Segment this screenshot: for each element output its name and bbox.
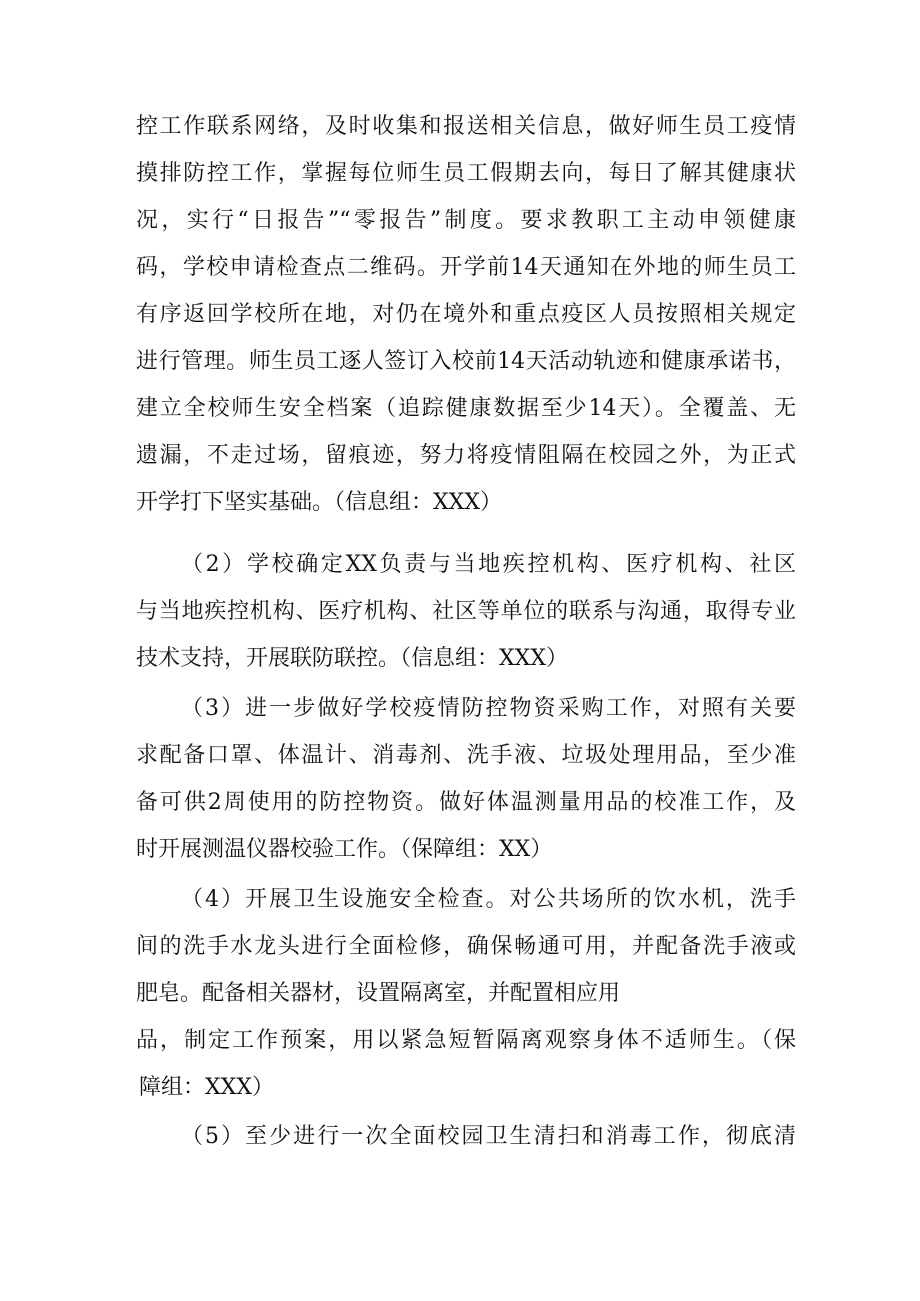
text-line: 间的洗手水龙头进行全面检修，确保畅通可用，并配备洗手液或 [136, 934, 796, 959]
text-line: 遗漏，不走过场，留痕迹，努力将疫情阻隔在校园之外，为正式 [136, 443, 796, 468]
paragraph-start-line: （4）开展卫生设施安全检查。对公共场所的饮水机，洗手 [181, 887, 796, 912]
text-line: 备可供2周使用的防控物资。做好体温测量用品的校准工作，及 [136, 790, 796, 815]
text-line: 摸排防控工作，掌握每位师生员工假期去向，每日了解其健康状 [136, 161, 796, 186]
text-line: 技术支持，开展联防联控。（信息组：XXX） [136, 646, 568, 671]
text-line: 开学打下坚实基础。（信息组：XXX） [136, 490, 502, 515]
text-line: 求配备口罩、体温计、消毒剂、洗手液、垃圾处理用品，至少准 [136, 743, 796, 768]
text-line: 肥皂。配备相关器材，设置隔离室，并配置相应用 [136, 981, 621, 1006]
text-line: 码，学校申请检查点二维码。开学前14天通知在外地的师生员工 [136, 255, 796, 280]
text-line: 品，制定工作预案，用以紧急短暂隔离观察身体不适师生。（保 [136, 1028, 796, 1053]
text-line: 况，实行“日报告”“零报告”制度。要求教职工主动申领健康 [136, 208, 796, 233]
paragraph-start-line: （3）进一步做好学校疫情防控物资采购工作，对照有关要 [181, 696, 796, 721]
text-line: 控工作联系网络，及时收集和报送相关信息，做好师生员工疫情 [136, 114, 796, 139]
text-line: 建立全校师生安全档案（追踪健康数据至少14天）。全覆盖、无 [136, 396, 796, 421]
text-line: 时开展测温仪器校验工作。（保障组：XX） [136, 837, 553, 862]
text-line: 障组：XXX） [139, 1075, 274, 1100]
text-line: 进行管理。师生员工逐人签订入校前14天活动轨迹和健康承诺书， [136, 349, 796, 374]
text-line: 与当地疾控机构、医疗机构、社区等单位的联系与沟通，取得专业 [136, 599, 796, 624]
paragraph-start-line: （5）至少进行一次全面校园卫生清扫和消毒工作，彻底清 [181, 1124, 796, 1149]
text-line: 有序返回学校所在地，对仍在境外和重点疫区人员按照相关规定 [136, 302, 796, 327]
paragraph-start-line: （2）学校确定XX负责与当地疾控机构、医疗机构、社区 [181, 552, 796, 577]
